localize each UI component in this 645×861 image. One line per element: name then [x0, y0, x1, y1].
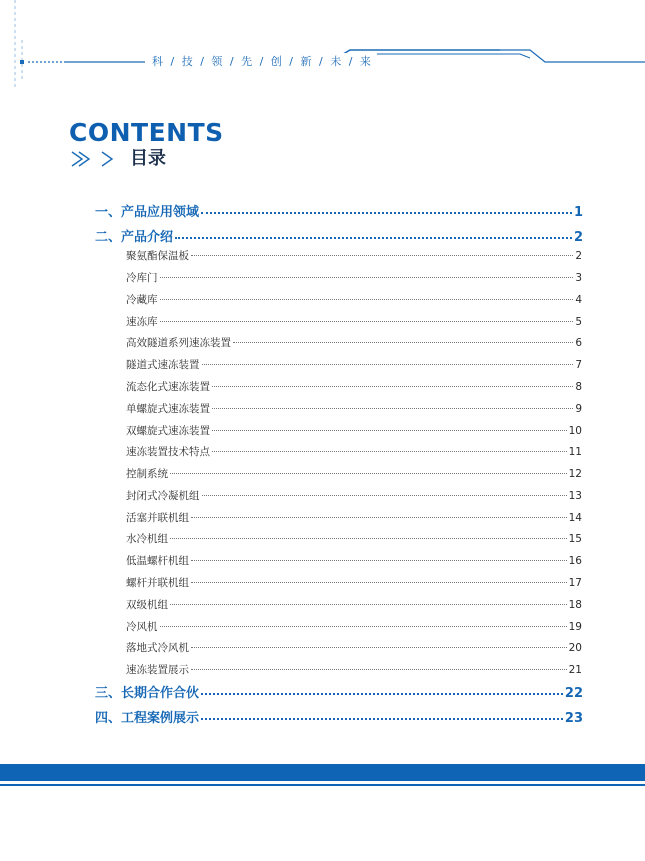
toc-section-4[interactable] [95, 707, 583, 727]
toc-item-label: 冷风机 [126, 621, 158, 633]
toc-item-label: 封闭式冷凝机组 [126, 490, 200, 502]
toc-item[interactable] [126, 292, 582, 310]
toc-item-label: 速冻装置展示 [126, 664, 189, 676]
toc-item-label: 双级机组 [126, 599, 168, 611]
toc-item-page: 2 [575, 250, 582, 262]
toc-item-label: 落地式冷风机 [126, 642, 189, 654]
toc-section-label: 三、长期合作合伙 [95, 686, 200, 701]
leader-dots [201, 212, 572, 214]
toc-item-page: 6 [575, 337, 582, 349]
leader-dots [191, 647, 567, 648]
toc-item-page: 8 [575, 381, 582, 393]
toc-item[interactable] [126, 248, 582, 266]
toc-item-page: 18 [568, 599, 582, 611]
leader-dots [201, 693, 563, 695]
toc-item-page: 13 [568, 490, 582, 502]
toc-item-label: 速冻装置技术特点 [126, 446, 210, 458]
toc-item-page: 19 [568, 621, 582, 633]
toc-section-label: 二、产品介绍 [95, 230, 174, 245]
toc-item[interactable] [126, 444, 582, 462]
contents-title: CONTENTS [69, 118, 224, 147]
toc-item-label: 隧道式速冻装置 [126, 359, 200, 371]
toc-item[interactable] [126, 640, 582, 658]
toc-item[interactable] [126, 575, 582, 593]
toc-item[interactable] [126, 335, 582, 353]
leader-dots [201, 718, 563, 720]
leader-dots [212, 451, 567, 452]
toc-item-label: 控制系统 [126, 468, 168, 480]
header-decoration [0, 0, 645, 90]
header-slogan: 科 / 技 / 领 / 先 / 创 / 新 / 未 / 来 [148, 53, 377, 69]
toc-item[interactable] [126, 357, 582, 375]
toc-item-page: 4 [575, 294, 582, 306]
leader-dots [160, 321, 574, 322]
toc-item-page: 7 [575, 359, 582, 371]
leader-dots [191, 255, 573, 256]
leader-dots [160, 299, 574, 300]
toc-section-page: 1 [573, 205, 583, 220]
toc-item-label: 冷库门 [126, 272, 158, 284]
leader-dots [233, 342, 573, 343]
toc-item-page: 17 [568, 577, 582, 589]
toc-item[interactable] [126, 510, 582, 528]
toc-item[interactable] [126, 401, 582, 419]
toc-item-label: 活塞并联机组 [126, 512, 189, 524]
toc-item-page: 3 [575, 272, 582, 284]
toc-item-page: 9 [575, 403, 582, 415]
toc-item-label: 高效隧道系列速冻装置 [126, 337, 231, 349]
toc-item[interactable] [126, 488, 582, 506]
toc-item[interactable] [126, 379, 582, 397]
leader-dots [202, 364, 574, 365]
leader-dots [212, 386, 573, 387]
toc-item-page: 5 [575, 316, 582, 328]
toc-section-page: 2 [573, 230, 583, 245]
toc-item[interactable] [126, 270, 582, 288]
toc-item-label: 双螺旋式速冻装置 [126, 425, 210, 437]
toc-item[interactable] [126, 466, 582, 484]
toc-item-label: 低温螺杆机组 [126, 555, 189, 567]
toc-section-page: 23 [564, 711, 583, 726]
toc-item[interactable] [126, 619, 582, 637]
toc-item-page: 14 [568, 512, 582, 524]
double-chevron-icon [70, 150, 126, 168]
leader-dots [175, 237, 572, 239]
toc-item-page: 11 [568, 446, 582, 458]
toc-item-label: 流态化式速冻装置 [126, 381, 210, 393]
leader-dots [170, 473, 567, 474]
toc-item[interactable] [126, 597, 582, 615]
toc-item-page: 16 [568, 555, 582, 567]
toc-section-3[interactable] [95, 682, 583, 702]
leader-dots [170, 538, 567, 539]
leader-dots [212, 430, 567, 431]
leader-dots [191, 560, 567, 561]
toc-item[interactable] [126, 553, 582, 571]
toc-item-page: 21 [568, 664, 582, 676]
toc-item-page: 12 [568, 468, 582, 480]
toc-item-label: 速冻库 [126, 316, 158, 328]
footer-band [0, 764, 645, 781]
toc-item-label: 冷藏库 [126, 294, 158, 306]
toc-section-2[interactable] [95, 226, 583, 246]
leader-dots [191, 582, 567, 583]
toc-item-label: 聚氨酯保温板 [126, 250, 189, 262]
toc-item[interactable] [126, 531, 582, 549]
leader-dots [160, 277, 574, 278]
leader-dots [160, 626, 567, 627]
toc-section-label: 四、工程案例展示 [95, 711, 200, 726]
leader-dots [191, 669, 567, 670]
toc-item-page: 15 [568, 533, 582, 545]
leader-dots [202, 495, 567, 496]
toc-item-label: 螺杆并联机组 [126, 577, 189, 589]
toc-item[interactable] [126, 423, 582, 441]
toc-section-label: 一、产品应用领域 [95, 205, 200, 220]
toc-item-label: 水冷机组 [126, 533, 168, 545]
toc-item-page: 10 [568, 425, 582, 437]
page-title: 目录 [130, 148, 166, 169]
toc-section-page: 22 [564, 686, 583, 701]
toc-item-label: 单螺旋式速冻装置 [126, 403, 210, 415]
leader-dots [170, 604, 567, 605]
toc-item-page: 20 [568, 642, 582, 654]
toc-item[interactable] [126, 662, 582, 680]
leader-dots [212, 408, 573, 409]
toc-section-1[interactable] [95, 201, 583, 221]
footer-rule [0, 784, 645, 786]
leader-dots [191, 517, 567, 518]
toc-item[interactable] [126, 314, 582, 332]
